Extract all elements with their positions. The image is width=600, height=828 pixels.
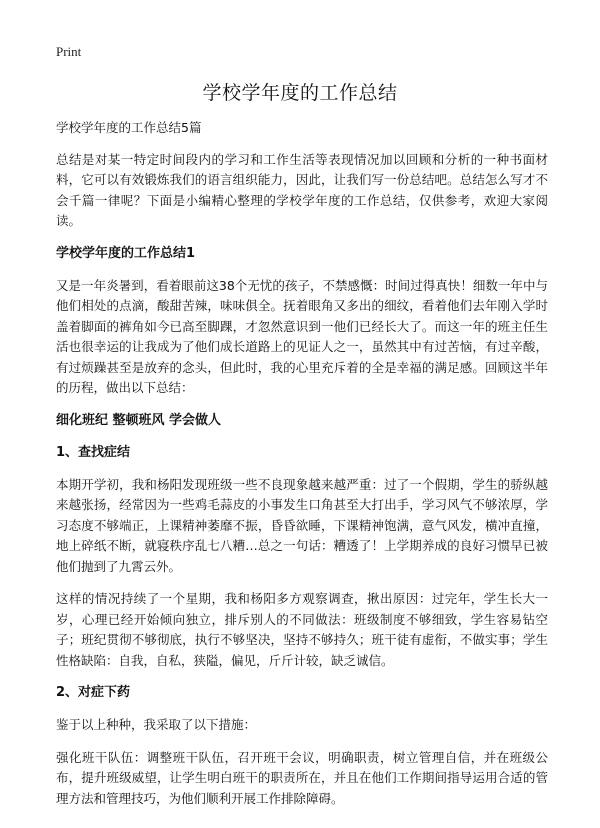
section-paragraph: 又是一年炎暑到，看着眼前这38个无忧的孩子，不禁感慨：时间过得真快！细数一年中与他们相处的点滴，酸甜苦辣，味味俱全。抚着眼角又多出的细纹，看着他们去年刚入学时盖着脚面的裤角如今已高至脚踝，才忽然意识到一他们已经长大了。而这一年的班主任生活也很幸运的让我成为了他们成长道路上的见证人之一，虽然其中有过苦恼，有过辛酸，有过烦躁甚至是放弃的念头，但此时，我的心里充斥着的全是幸福的满足感。回顾这半年的历程，做出以下总结：: [56, 277, 548, 395]
intro-paragraph: 总结是对某一特定时间段内的学习和工作生活等表现情况加以回顾和分析的一种书面材料，它可以有效锻炼我们的语言组织能力，因此，让我们写一份总结吧。总结怎么写才不会千篇一律呢？下面是小编精心整理的学校学年度的工作总结，仅供参考，欢迎大家阅读。: [56, 151, 548, 228]
article-body: [56, 118, 548, 821]
step-paragraph: 强化班干队伍：调整班干队伍，召开班干会议，明确职责，树立管理自信，并在班级公布，提升班级威望，让学生明白班干的职责所在，并且在他们工作期间指导运用合适的管理方法和管理技巧，为他们顺利开展工作排除障碍。: [56, 749, 548, 806]
print-link[interactable]: Print: [56, 44, 82, 59]
section-heading: 学校学年度的工作总结1: [56, 245, 196, 261]
step-paragraph: 鉴于以上种种，我采取了以下措施：: [56, 717, 257, 732]
theme-heading: 细化班纪 整顿班风 学会做人: [56, 412, 222, 428]
page-title: 学校学年度的工作总结: [202, 82, 398, 104]
step-heading: 1、查找症结: [56, 444, 131, 460]
step-paragraph: 本期开学初，我和杨阳发现班级一些不良现象越来越严重：过了一个假期，学生的骄纵越来越张扬，经常因为一些鸡毛蒜皮的小事发生口角甚至大打出手，学习风气不够浓厚，学习态度不够端正，上课精神萎靡不振，昏昏欲睡，下课精神饱满，意气风发，横冲直撞，地上碎纸不断，就寝秩序乱七八糟…总之一句话：糟透了！上学期养成的良好习惯早已被他们抛到了九霄云外。: [56, 476, 548, 574]
step-paragraph: 这样的情况持续了一个星期，我和杨阳多方观察调查，揪出原因：过完年，学生长大一岁，心理已经开始倾向独立，排斥别人的不同做法：班级制度不够细致，学生容易钻空子；班纪贯彻不够彻底，执行不够坚决，坚持不够持久；班干徒有虚衔，不做实事；学生性格缺陷：自我，自私，狭隘，偏见，斤斤计较，缺乏诚信。: [56, 591, 548, 668]
step-heading: 2、对症下药: [56, 685, 131, 700]
article-subtitle: 学校学年度的工作总结5篇: [56, 120, 202, 135]
